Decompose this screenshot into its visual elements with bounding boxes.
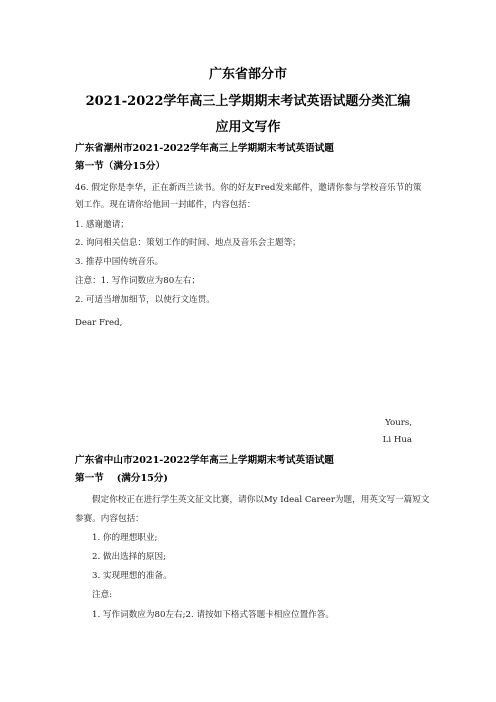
section2-note-label: 注意: (92, 590, 113, 600)
section2-heading: 广东省中山市2021-2022学年高三上学期期末考试英语试题 (75, 455, 334, 466)
section1-item-2: 2. 询问相关信息：策划工作的时间、地点及音乐会主题等； (75, 238, 301, 248)
doc-title-region: 广东省部分市 (208, 67, 287, 82)
section1-note-2: 2. 可适当增加细节，以使行文连贯。 (75, 295, 215, 305)
section1-heading: 广东省潮州市2021-2022学年高三上学期期末考试英语试题 (75, 143, 334, 154)
section2-part: 第一节 (满分15分) (75, 473, 168, 484)
doc-title-topic: 应用文写作 (215, 120, 281, 135)
section2-note-line: 1. 写作词数应为80左右;2. 请按如下格式答题卡相应位置作答。 (92, 610, 334, 620)
section2-item-3: 3. 实现理想的准备。 (92, 571, 172, 581)
section1-prompt-line2: 划工作。现在请你给他回一封邮件，内容包括： (75, 200, 256, 210)
letter-closing: Yours, (385, 418, 412, 428)
doc-title-main: 2021-2022学年高三上学期期末考试英语试题分类汇编 (85, 94, 411, 109)
section2-prompt-line2: 参赛。内容包括： (75, 514, 144, 524)
section2-item-2: 2. 做出选择的原因; (92, 552, 166, 562)
section1-prompt-line1: 46. 假定你是李华，正在新西兰读书。你的好友Fred发来邮件，邀请你参与学校音乐节的策 (75, 183, 422, 193)
section2-prompt-line1: 假定你校正在进行学生英文征文比赛，请你以My Ideal Career为题，用英文写一篇短文 (92, 495, 430, 505)
section1-note-1: 注意：1. 写作词数应为80左右； (75, 276, 200, 286)
section2-item-1: 1. 你的理想职业; (92, 533, 158, 543)
section1-item-3: 3. 推荐中国传统音乐。 (75, 257, 164, 267)
letter-signature: Li Hua (382, 435, 412, 445)
section1-item-1: 1. 感谢邀请； (75, 220, 129, 230)
section1-part: 第一节（满分15分） (75, 161, 166, 172)
letter-salutation: Dear Fred, (75, 318, 123, 328)
